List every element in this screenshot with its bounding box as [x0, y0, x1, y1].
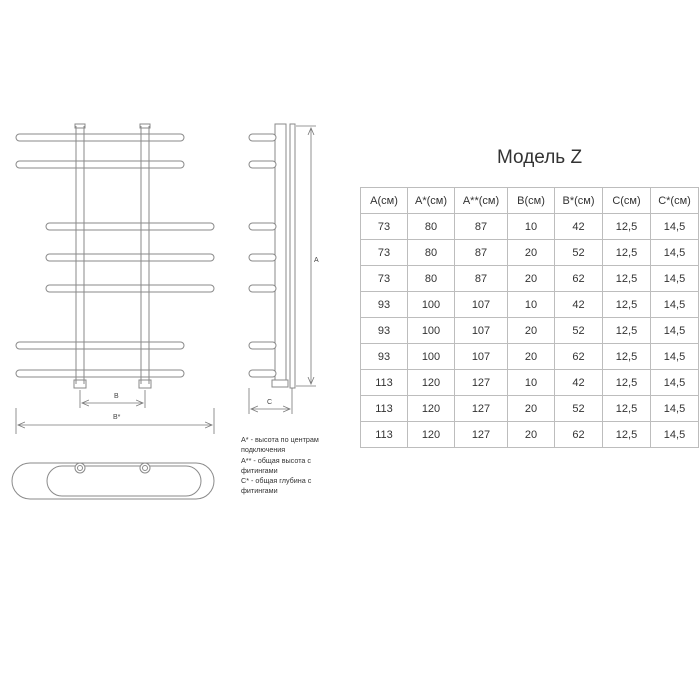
side-rail-2 — [249, 161, 276, 168]
front-rail-3 — [46, 223, 214, 230]
side-post — [275, 124, 286, 386]
dimension-c-label: C — [267, 399, 273, 406]
model-title: Модель Z — [497, 147, 583, 168]
table-cell: 87 — [455, 214, 508, 240]
column-header: A*(см) — [408, 188, 455, 214]
table-cell: 62 — [555, 344, 603, 370]
table-cell: 14,5 — [651, 240, 699, 266]
side-rail-5 — [249, 285, 276, 292]
dimension-a-label: A — [314, 257, 319, 264]
table-cell: 113 — [361, 396, 408, 422]
top-right-fitting — [140, 463, 150, 473]
dimension-b-star — [16, 408, 214, 434]
table-row — [361, 214, 699, 240]
table-cell: 73 — [361, 266, 408, 292]
column-header: B(см) — [508, 188, 555, 214]
table-cell: 100 — [408, 318, 455, 344]
table-cell: 12,5 — [603, 292, 651, 318]
side-wall-bar — [290, 124, 295, 388]
side-rail-4 — [249, 254, 276, 261]
table-cell: 113 — [361, 422, 408, 448]
table-cell: 12,5 — [603, 396, 651, 422]
column-header: A(см) — [361, 188, 408, 214]
table-cell: 10 — [508, 370, 555, 396]
table-cell: 12,5 — [603, 370, 651, 396]
column-header: B*(см) — [555, 188, 603, 214]
front-rail-1 — [16, 134, 184, 141]
table-cell: 20 — [508, 422, 555, 448]
table-cell: 20 — [508, 266, 555, 292]
column-header: C(см) — [603, 188, 651, 214]
table-row — [361, 292, 699, 318]
table-row — [361, 240, 699, 266]
dimension-b-label: B — [114, 393, 119, 400]
table-cell: 42 — [555, 292, 603, 318]
table-row — [361, 344, 699, 370]
side-fitting — [272, 380, 288, 387]
table-cell: 12,5 — [603, 266, 651, 292]
table-cell: 42 — [555, 214, 603, 240]
dimension-notes — [241, 435, 361, 497]
table-cell: 14,5 — [651, 214, 699, 240]
side-rail-6 — [249, 342, 276, 349]
table-cell: 14,5 — [651, 292, 699, 318]
dimension-a — [296, 126, 316, 386]
table-cell: 20 — [508, 344, 555, 370]
table-cell: 52 — [555, 240, 603, 266]
table-cell: 93 — [361, 292, 408, 318]
table-cell: 120 — [408, 396, 455, 422]
side-rail-7 — [249, 370, 276, 377]
table-row — [361, 318, 699, 344]
side-rail-1 — [249, 134, 276, 141]
table-cell: 14,5 — [651, 318, 699, 344]
table-cell: 62 — [555, 266, 603, 292]
table-cell: 12,5 — [603, 344, 651, 370]
note-line: A* - высота по центрам — [241, 435, 319, 444]
table-cell: 14,5 — [651, 422, 699, 448]
top-left-fitting — [75, 463, 85, 473]
table-cell: 20 — [508, 396, 555, 422]
note-line: фитингами — [241, 465, 278, 475]
side-view — [249, 124, 295, 388]
side-rail-3 — [249, 223, 276, 230]
table-row — [361, 396, 699, 422]
table-cell: 87 — [455, 240, 508, 266]
table-row — [361, 422, 699, 448]
table-cell: 62 — [555, 422, 603, 448]
note-line: C* - общая глубина с — [241, 476, 312, 486]
table-cell: 120 — [408, 422, 455, 448]
top-inner-loop — [47, 466, 201, 496]
table-cell: 127 — [455, 396, 508, 422]
table-cell: 93 — [361, 318, 408, 344]
table-cell: 14,5 — [651, 370, 699, 396]
top-view — [12, 463, 214, 499]
table-cell: 14,5 — [651, 396, 699, 422]
front-view — [16, 124, 214, 388]
table-cell: 20 — [508, 318, 555, 344]
table-cell: 113 — [361, 370, 408, 396]
dimension-b-star-label: B* — [113, 414, 121, 421]
table-row — [361, 370, 699, 396]
table-cell: 12,5 — [603, 422, 651, 448]
table-cell: 80 — [408, 214, 455, 240]
table-cell: 12,5 — [603, 318, 651, 344]
table-cell: 73 — [361, 240, 408, 266]
note-line: A** - общая высота с — [241, 455, 311, 465]
table-cell: 10 — [508, 214, 555, 240]
table-cell: 52 — [555, 396, 603, 422]
table-cell: 14,5 — [651, 344, 699, 370]
table-cell: 87 — [455, 266, 508, 292]
note-line: фитингами — [241, 486, 278, 496]
table-cell: 127 — [455, 422, 508, 448]
table-cell: 80 — [408, 240, 455, 266]
table-cell: 12,5 — [603, 214, 651, 240]
table-cell: 20 — [508, 240, 555, 266]
top-outer-loop — [12, 463, 214, 499]
table-cell: 100 — [408, 292, 455, 318]
table-header-row — [361, 188, 699, 214]
table-cell: 120 — [408, 370, 455, 396]
column-header: A**(см) — [455, 188, 508, 214]
dimensions-table — [360, 187, 699, 448]
front-rail-7 — [16, 370, 184, 377]
table-cell: 73 — [361, 214, 408, 240]
column-header: C*(см) — [651, 188, 699, 214]
front-rail-6 — [16, 342, 184, 349]
table-cell: 10 — [508, 292, 555, 318]
table-cell: 93 — [361, 344, 408, 370]
table-cell: 100 — [408, 344, 455, 370]
table-cell: 14,5 — [651, 266, 699, 292]
table-cell: 12,5 — [603, 240, 651, 266]
table-cell: 107 — [455, 318, 508, 344]
table-cell: 80 — [408, 266, 455, 292]
front-rail-2 — [16, 161, 184, 168]
table-cell: 107 — [455, 292, 508, 318]
note-line: подключения — [241, 445, 286, 455]
dimension-b — [80, 390, 145, 408]
table-cell: 52 — [555, 318, 603, 344]
table-cell: 107 — [455, 344, 508, 370]
table-cell: 127 — [455, 370, 508, 396]
front-rail-4 — [46, 254, 214, 261]
table-cell: 42 — [555, 370, 603, 396]
table-row — [361, 266, 699, 292]
front-rail-5 — [46, 285, 214, 292]
